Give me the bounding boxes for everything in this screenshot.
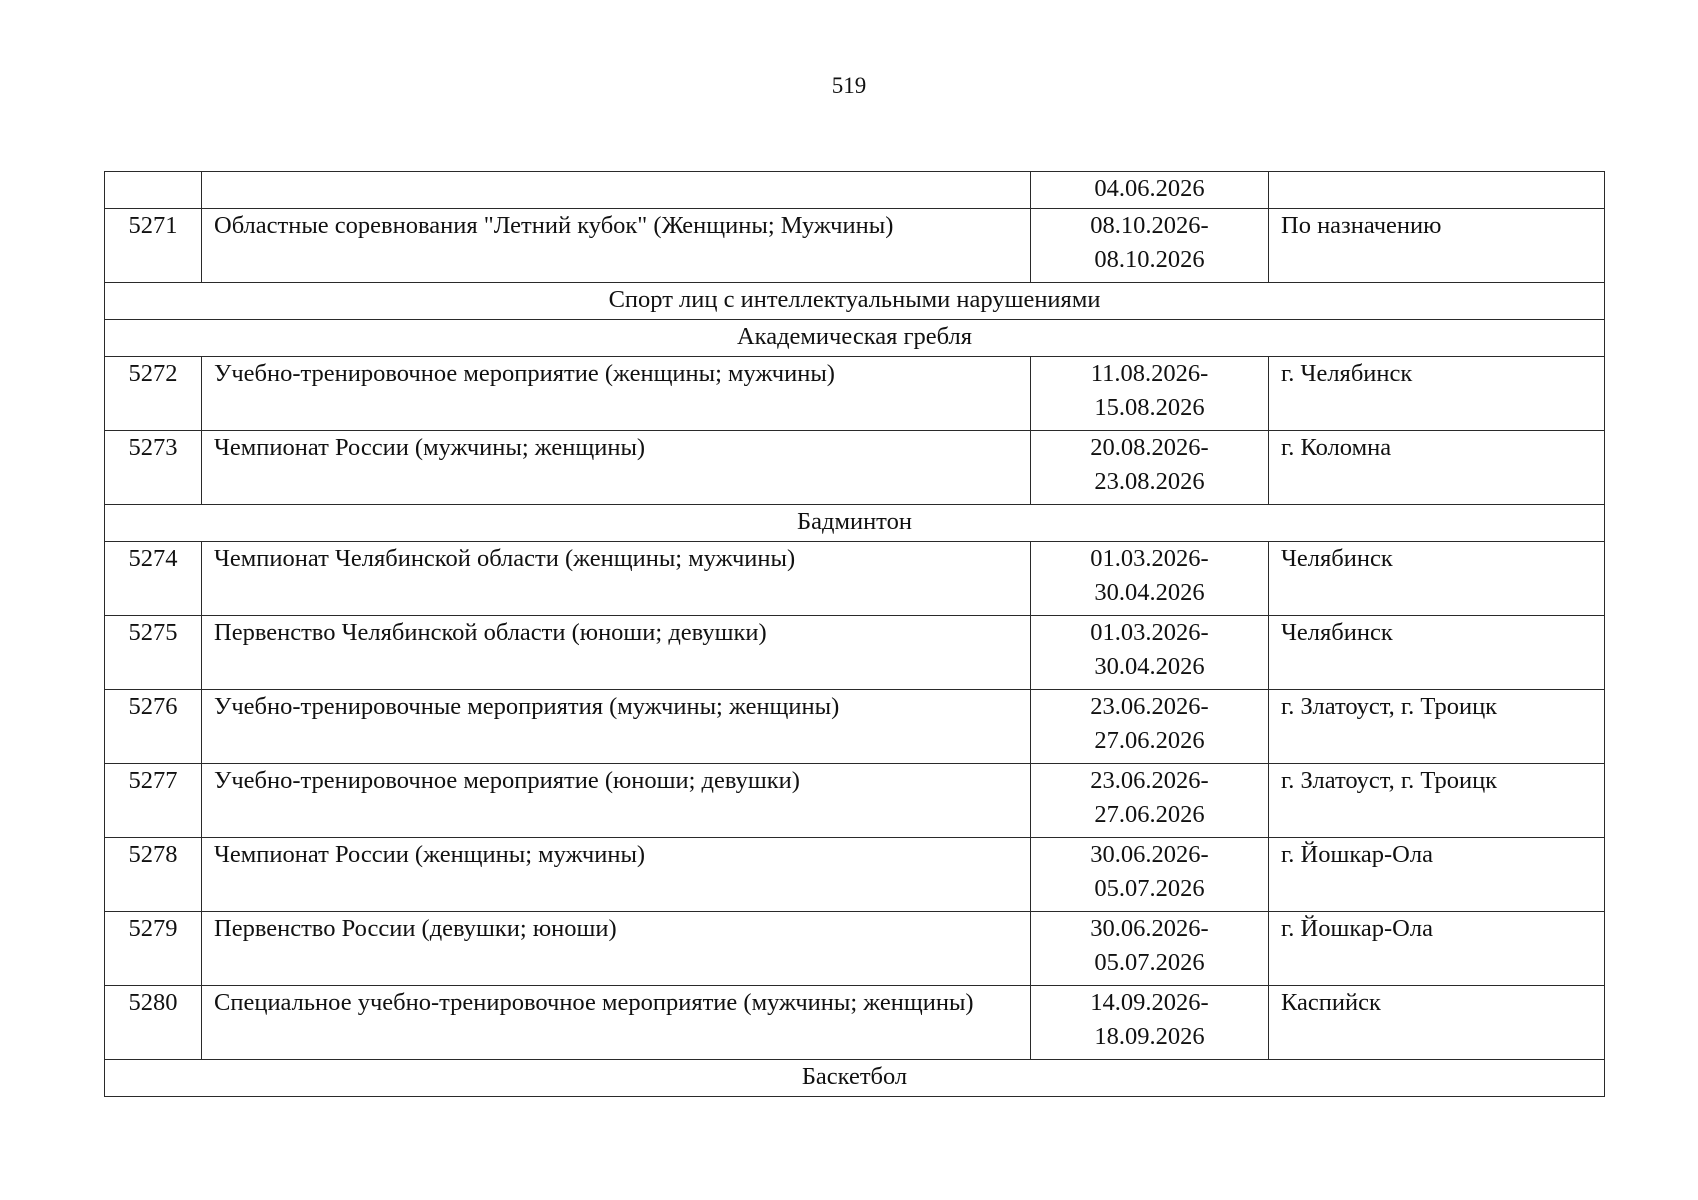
- event-dates: [1031, 357, 1269, 431]
- event-dates: [1031, 431, 1269, 505]
- date-start: 23.06.2026-: [1090, 693, 1209, 720]
- event-dates: [1031, 209, 1269, 283]
- date-start: 20.08.2026-: [1090, 434, 1209, 461]
- row-number: 5275: [105, 616, 202, 690]
- event-place: г. Златоуст, г. Троицк: [1269, 690, 1605, 764]
- event-place: Каспийск: [1269, 986, 1605, 1060]
- section-title: Бадминтон: [105, 505, 1605, 542]
- event-name: Учебно-тренировочные мероприятия (мужчины; женщины): [202, 690, 1031, 764]
- event-name: Чемпионат России (мужчины; женщины): [202, 431, 1031, 505]
- date-end: 15.08.2026: [1094, 394, 1205, 421]
- section-title: Баскетбол: [105, 1060, 1605, 1097]
- event-name: Первенство Челябинской области (юноши; девушки): [202, 616, 1031, 690]
- date-end: 08.10.2026: [1094, 246, 1205, 273]
- event-name: [202, 172, 1031, 209]
- row-number: [105, 172, 202, 209]
- row-number: 5278: [105, 838, 202, 912]
- event-dates: [1031, 764, 1269, 838]
- event-name: Первенство России (девушки; юноши): [202, 912, 1031, 986]
- event-name: Чемпионат России (женщины; мужчины): [202, 838, 1031, 912]
- table-row: [105, 616, 1605, 690]
- event-place: г. Йошкар-Ола: [1269, 838, 1605, 912]
- table-row: [105, 690, 1605, 764]
- section-title: Академическая гребля: [105, 320, 1605, 357]
- row-number: 5274: [105, 542, 202, 616]
- date-start: 01.03.2026-: [1090, 619, 1209, 646]
- date-start: 30.06.2026-: [1090, 915, 1209, 942]
- event-dates: [1031, 912, 1269, 986]
- row-number: 5277: [105, 764, 202, 838]
- table-row: [105, 542, 1605, 616]
- event-dates: [1031, 986, 1269, 1060]
- date-start: 23.06.2026-: [1090, 767, 1209, 794]
- event-place: [1269, 172, 1605, 209]
- table-row: [105, 357, 1605, 431]
- event-dates: [1031, 172, 1269, 209]
- date-end: 27.06.2026: [1094, 801, 1205, 828]
- section-title: Спорт лиц с интеллектуальными нарушениями: [105, 283, 1605, 320]
- event-place: По назначению: [1269, 209, 1605, 283]
- event-dates: [1031, 616, 1269, 690]
- event-place: г. Йошкар-Ола: [1269, 912, 1605, 986]
- event-place: г. Златоуст, г. Троицк: [1269, 764, 1605, 838]
- date-start: 01.03.2026-: [1090, 545, 1209, 572]
- event-dates: [1031, 542, 1269, 616]
- event-name: Областные соревнования "Летний кубок" (Женщины; Мужчины): [202, 209, 1031, 283]
- section-row: [105, 320, 1605, 357]
- section-row: [105, 1060, 1605, 1097]
- date-line: 04.06.2026: [1094, 175, 1205, 202]
- event-name: Учебно-тренировочное мероприятие (юноши; девушки): [202, 764, 1031, 838]
- event-dates: [1031, 838, 1269, 912]
- row-number: 5273: [105, 431, 202, 505]
- event-place: Челябинск: [1269, 616, 1605, 690]
- event-name: Чемпионат Челябинской области (женщины; мужчины): [202, 542, 1031, 616]
- section-row: [105, 505, 1605, 542]
- table-row: [105, 838, 1605, 912]
- table-row-continuation: [105, 172, 1605, 209]
- event-name: Специальное учебно-тренировочное мероприятие (мужчины; женщины): [202, 986, 1031, 1060]
- row-number: 5276: [105, 690, 202, 764]
- page-number: 519: [831, 73, 867, 98]
- row-number: 5279: [105, 912, 202, 986]
- date-start: 11.08.2026-: [1090, 360, 1209, 387]
- section-row: [105, 283, 1605, 320]
- event-place: г. Коломна: [1269, 431, 1605, 505]
- date-end: 05.07.2026: [1094, 949, 1205, 976]
- date-start: 08.10.2026-: [1090, 212, 1209, 239]
- row-number: 5280: [105, 986, 202, 1060]
- event-place: г. Челябинск: [1269, 357, 1605, 431]
- event-dates: [1031, 690, 1269, 764]
- table-row: [105, 431, 1605, 505]
- date-end: 30.04.2026: [1094, 579, 1205, 606]
- date-end: 05.07.2026: [1094, 875, 1205, 902]
- date-end: 30.04.2026: [1094, 653, 1205, 680]
- table-row: [105, 209, 1605, 283]
- row-number: 5271: [105, 209, 202, 283]
- date-end: 23.08.2026: [1094, 468, 1205, 495]
- event-name: Учебно-тренировочное мероприятие (женщины; мужчины): [202, 357, 1031, 431]
- events-table: [104, 171, 1605, 1097]
- table-row: [105, 986, 1605, 1060]
- date-start: 14.09.2026-: [1090, 989, 1209, 1016]
- table-row: [105, 912, 1605, 986]
- row-number: 5272: [105, 357, 202, 431]
- event-place: Челябинск: [1269, 542, 1605, 616]
- date-start: 30.06.2026-: [1090, 841, 1209, 868]
- date-end: 18.09.2026: [1094, 1023, 1205, 1050]
- table-row: [105, 764, 1605, 838]
- date-end: 27.06.2026: [1094, 727, 1205, 754]
